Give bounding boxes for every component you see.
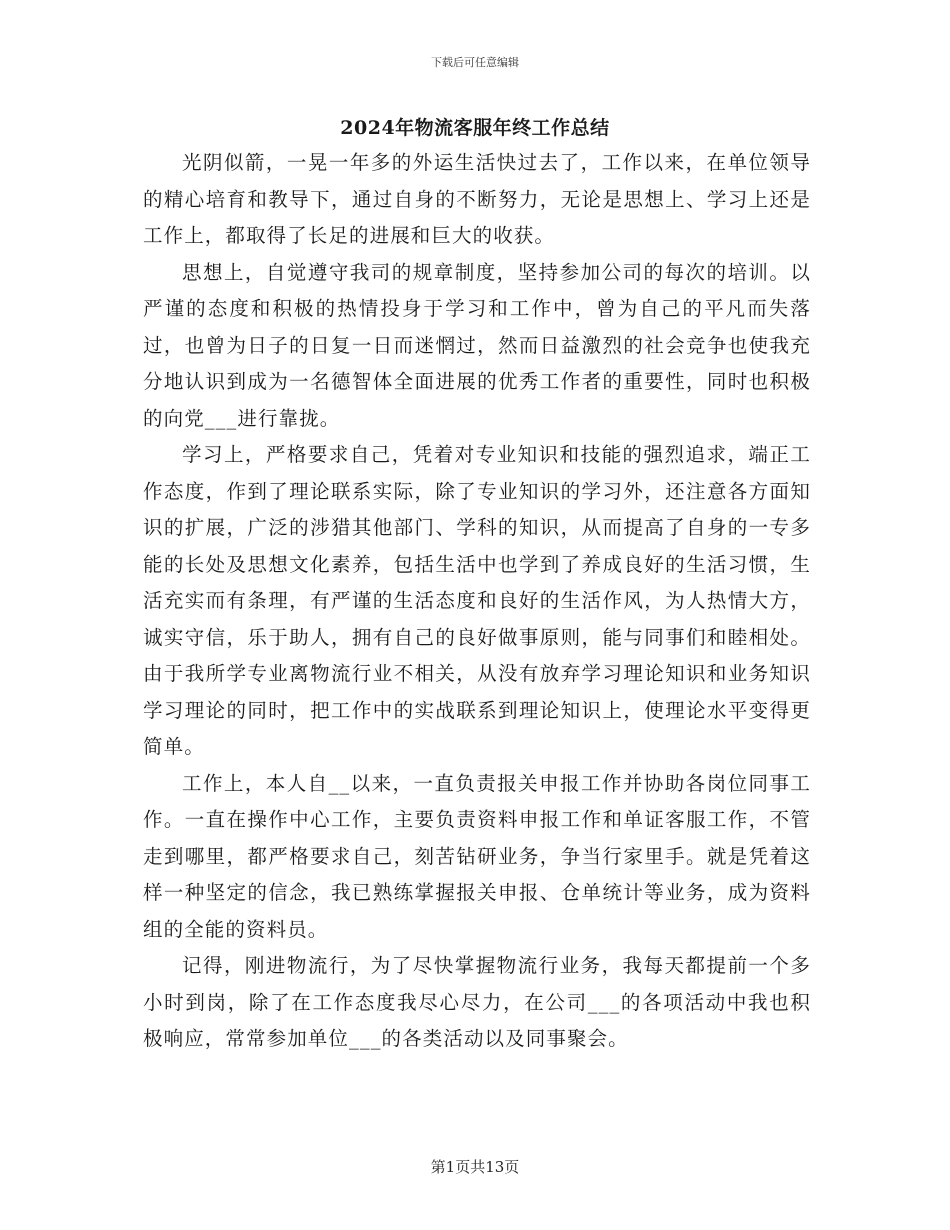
page-header-note: 下载后可任意编辑: [431, 56, 519, 69]
paragraph-intro: 光阴似箭，一晃一年多的外运生活快过去了，工作以来，在单位领导的精心培育和教导下，通过自身的不断努力，无论是思想上、学习上还是工作上，都取得了长足的进展和巨大的收获。: [143, 151, 811, 247]
paragraph-thought: 思想上，自觉遵守我司的规章制度，坚持参加公司的每次的培训。以严谨的态度和积极的热情投身于学习和工作中，曾为自己的平凡而失落过，也曾为日子的日复一日而迷惘过，然而日益激烈的社会竞争也使我充分地认识到成为一名德智体全面进展的优秀工作者的重要性，同时也积极的向党___进行靠拢。: [143, 260, 811, 430]
document-body: [143, 145, 811, 1058]
paragraph-work: 工作上，本人自__以来，一直负责报关申报工作并协助各岗位同事工作。一直在操作中心工作，主要负责资料申报工作和单证客服工作，不管走到哪里，都严格要求自己，刻苦钻研业务，争当行家里手。就是凭着这样一种坚定的信念，我已熟练掌握报关申报、仓单统计等业务，成为资料组的全能的资料员。: [143, 771, 811, 941]
paragraph-study: 学习上，严格要求自己，凭着对专业知识和技能的强烈追求，端正工作态度，作到了理论联系实际，除了专业知识的学习外，还注意各方面知识的扩展，广泛的涉猎其他部门、学科的知识，从而提高了自身的一专多能的长处及思想文化素养，包括生活中也学到了养成良好的生活习惯，生活充实而有条理，有严谨的生活态度和良好的生活作风，为人热情大方，诚实守信，乐于助人，拥有自己的良好做事原则，能与同事们和睦相处。由于我所学专业离物流行业不相关，从没有放弃学习理论知识和业务知识学习理论的同时，把工作中的实战联系到理论知识上，使理论水平变得更简单。: [143, 443, 811, 758]
page-number: 第1页共13页: [430, 1158, 520, 1176]
paragraph-memory: 记得，刚进物流行，为了尽快掌握物流行业务，我每天都提前一个多小时到岗，除了在工作态度我尽心尽力，在公司___的各项活动中我也积极响应，常常参加单位___的各类活动以及同事聚会。: [143, 954, 811, 1050]
document-title: 2024年物流客服年终工作总结: [340, 117, 610, 139]
